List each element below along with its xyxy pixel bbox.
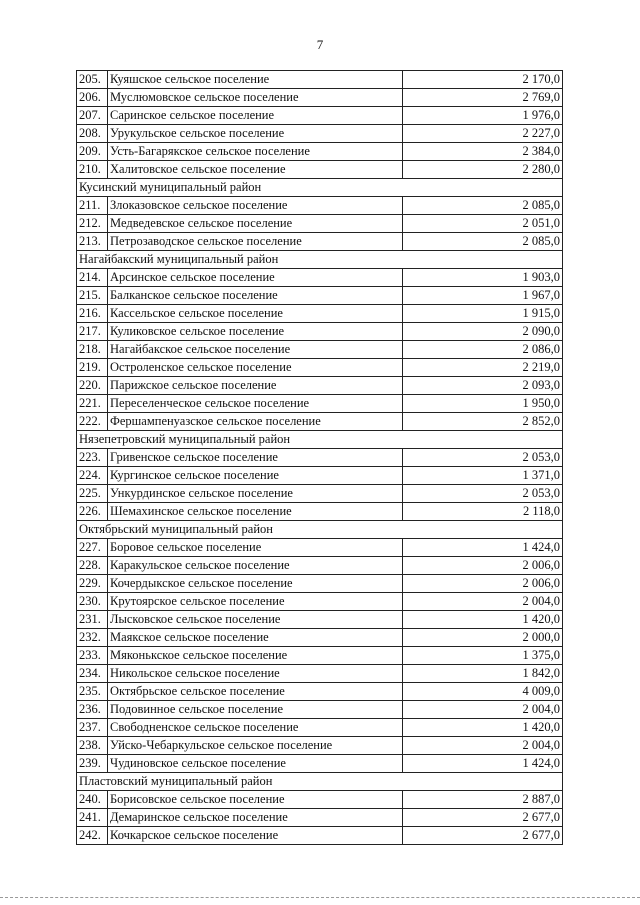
table-row	[77, 449, 563, 467]
settlement-value: 1 915,0	[403, 305, 563, 323]
row-number: 242.	[77, 827, 108, 845]
row-number: 235.	[77, 683, 108, 701]
row-number: 214.	[77, 269, 108, 287]
district-name: Кусинский муниципальный район	[77, 179, 563, 197]
row-number: 241.	[77, 809, 108, 827]
table-row	[77, 341, 563, 359]
table-row	[77, 755, 563, 773]
row-number: 217.	[77, 323, 108, 341]
settlement-name: Нагайбакское сельское поселение	[108, 341, 403, 359]
settlement-name: Кочердыкское сельское поселение	[108, 575, 403, 593]
table-row	[77, 413, 563, 431]
settlement-name: Переселенческое сельское поселение	[108, 395, 403, 413]
table-row	[77, 323, 563, 341]
settlement-name: Каракульское сельское поселение	[108, 557, 403, 575]
settlement-name: Ункурдинское сельское поселение	[108, 485, 403, 503]
district-header-row	[77, 773, 563, 791]
settlement-value: 2 051,0	[403, 215, 563, 233]
settlement-value: 2 384,0	[403, 143, 563, 161]
settlement-value: 2 006,0	[403, 557, 563, 575]
table-row	[77, 503, 563, 521]
row-number: 234.	[77, 665, 108, 683]
settlements-table	[76, 70, 563, 845]
settlement-value: 2 090,0	[403, 323, 563, 341]
settlement-name: Демаринское сельское поселение	[108, 809, 403, 827]
table-row	[77, 143, 563, 161]
settlement-name: Мяконькское сельское поселение	[108, 647, 403, 665]
row-number: 220.	[77, 377, 108, 395]
row-number: 212.	[77, 215, 108, 233]
row-number: 216.	[77, 305, 108, 323]
settlement-value: 2 677,0	[403, 809, 563, 827]
table-row	[77, 485, 563, 503]
settlement-name: Лысковское сельское поселение	[108, 611, 403, 629]
table-row	[77, 629, 563, 647]
settlement-value: 2 677,0	[403, 827, 563, 845]
row-number: 215.	[77, 287, 108, 305]
table-row	[77, 557, 563, 575]
settlement-name: Подовинное сельское поселение	[108, 701, 403, 719]
row-number: 237.	[77, 719, 108, 737]
row-number: 240.	[77, 791, 108, 809]
settlement-value: 1 903,0	[403, 269, 563, 287]
table-row	[77, 269, 563, 287]
table-row	[77, 827, 563, 845]
table-row	[77, 791, 563, 809]
settlement-name: Арсинское сельское поселение	[108, 269, 403, 287]
settlement-name: Муслюмовское сельское поселение	[108, 89, 403, 107]
settlement-value: 2 004,0	[403, 701, 563, 719]
settlement-name: Усть-Багарякское сельское поселение	[108, 143, 403, 161]
table-body	[77, 71, 563, 845]
settlement-value: 2 227,0	[403, 125, 563, 143]
settlement-value: 4 009,0	[403, 683, 563, 701]
table-row	[77, 683, 563, 701]
district-name: Пластовский муниципальный район	[77, 773, 563, 791]
table-row	[77, 305, 563, 323]
settlement-value: 1 967,0	[403, 287, 563, 305]
settlement-value: 2 118,0	[403, 503, 563, 521]
settlement-value: 1 375,0	[403, 647, 563, 665]
table-row	[77, 359, 563, 377]
settlement-name: Парижское сельское поселение	[108, 377, 403, 395]
settlement-value: 2 006,0	[403, 575, 563, 593]
settlement-name: Свободненское сельское поселение	[108, 719, 403, 737]
table-row	[77, 593, 563, 611]
settlement-name: Куяшское сельское поселение	[108, 71, 403, 89]
table-row	[77, 701, 563, 719]
district-name: Октябрьский муниципальный район	[77, 521, 563, 539]
table-row	[77, 287, 563, 305]
table-row	[77, 215, 563, 233]
settlement-value: 2 280,0	[403, 161, 563, 179]
table-row	[77, 737, 563, 755]
row-number: 228.	[77, 557, 108, 575]
row-number: 223.	[77, 449, 108, 467]
row-number: 224.	[77, 467, 108, 485]
settlement-value: 2 219,0	[403, 359, 563, 377]
settlement-value: 1 842,0	[403, 665, 563, 683]
page-edge-line	[0, 897, 640, 898]
table-row	[77, 233, 563, 251]
row-number: 226.	[77, 503, 108, 521]
row-number: 207.	[77, 107, 108, 125]
settlement-value: 1 976,0	[403, 107, 563, 125]
settlement-value: 2 004,0	[403, 737, 563, 755]
table-row	[77, 71, 563, 89]
district-name: Нязепетровский муниципальный район	[77, 431, 563, 449]
settlement-name: Халитовское сельское поселение	[108, 161, 403, 179]
settlement-name: Уйско-Чебаркульское сельское поселение	[108, 737, 403, 755]
row-number: 238.	[77, 737, 108, 755]
settlement-name: Кассельское сельское поселение	[108, 305, 403, 323]
settlement-name: Остроленское сельское поселение	[108, 359, 403, 377]
table-row	[77, 539, 563, 557]
row-number: 236.	[77, 701, 108, 719]
settlement-name: Балканское сельское поселение	[108, 287, 403, 305]
row-number: 221.	[77, 395, 108, 413]
row-number: 222.	[77, 413, 108, 431]
table-row	[77, 107, 563, 125]
settlement-name: Куликовское сельское поселение	[108, 323, 403, 341]
row-number: 218.	[77, 341, 108, 359]
district-header-row	[77, 431, 563, 449]
settlement-value: 2 000,0	[403, 629, 563, 647]
settlement-name: Никольское сельское поселение	[108, 665, 403, 683]
settlement-name: Петрозаводское сельское поселение	[108, 233, 403, 251]
table-row	[77, 575, 563, 593]
settlement-value: 2 887,0	[403, 791, 563, 809]
settlement-name: Кочкарское сельское поселение	[108, 827, 403, 845]
table-row	[77, 161, 563, 179]
row-number: 210.	[77, 161, 108, 179]
settlement-value: 2 852,0	[403, 413, 563, 431]
settlement-name: Боровое сельское поселение	[108, 539, 403, 557]
row-number: 206.	[77, 89, 108, 107]
row-number: 231.	[77, 611, 108, 629]
table-row	[77, 125, 563, 143]
settlement-value: 2 085,0	[403, 197, 563, 215]
settlement-value: 2 086,0	[403, 341, 563, 359]
district-header-row	[77, 521, 563, 539]
table-row	[77, 647, 563, 665]
settlement-name: Кургинское сельское поселение	[108, 467, 403, 485]
row-number: 208.	[77, 125, 108, 143]
district-name: Нагайбакский муниципальный район	[77, 251, 563, 269]
settlement-value: 2 170,0	[403, 71, 563, 89]
settlement-name: Злоказовское сельское поселение	[108, 197, 403, 215]
settlement-name: Чудиновское сельское поселение	[108, 755, 403, 773]
table-row	[77, 377, 563, 395]
district-header-row	[77, 179, 563, 197]
settlement-name: Урукульское сельское поселение	[108, 125, 403, 143]
table-row	[77, 395, 563, 413]
settlement-value: 2 004,0	[403, 593, 563, 611]
row-number: 233.	[77, 647, 108, 665]
row-number: 205.	[77, 71, 108, 89]
row-number: 229.	[77, 575, 108, 593]
table-row	[77, 809, 563, 827]
row-number: 219.	[77, 359, 108, 377]
row-number: 232.	[77, 629, 108, 647]
settlement-value: 1 371,0	[403, 467, 563, 485]
district-header-row	[77, 251, 563, 269]
row-number: 225.	[77, 485, 108, 503]
settlement-value: 2 093,0	[403, 377, 563, 395]
settlement-name: Гривенское сельское поселение	[108, 449, 403, 467]
page-number: 7	[316, 37, 324, 52]
settlement-value: 2 053,0	[403, 485, 563, 503]
settlement-name: Крутоярское сельское поселение	[108, 593, 403, 611]
settlement-name: Фершампенуазское сельское поселение	[108, 413, 403, 431]
settlement-value: 2 769,0	[403, 89, 563, 107]
settlement-value: 1 420,0	[403, 719, 563, 737]
row-number: 209.	[77, 143, 108, 161]
table-row	[77, 719, 563, 737]
settlement-value: 2 085,0	[403, 233, 563, 251]
row-number: 227.	[77, 539, 108, 557]
settlement-value: 1 420,0	[403, 611, 563, 629]
settlement-name: Октябрьское сельское поселение	[108, 683, 403, 701]
row-number: 239.	[77, 755, 108, 773]
settlement-name: Медведевское сельское поселение	[108, 215, 403, 233]
settlement-name: Саринское сельское поселение	[108, 107, 403, 125]
table-row	[77, 197, 563, 215]
settlement-value: 1 950,0	[403, 395, 563, 413]
table-row	[77, 665, 563, 683]
row-number: 230.	[77, 593, 108, 611]
settlement-value: 1 424,0	[403, 755, 563, 773]
row-number: 213.	[77, 233, 108, 251]
settlement-name: Шемахинское сельское поселение	[108, 503, 403, 521]
settlement-value: 2 053,0	[403, 449, 563, 467]
settlement-name: Борисовское сельское поселение	[108, 791, 403, 809]
table-row	[77, 467, 563, 485]
table-row	[77, 89, 563, 107]
settlement-name: Маякское сельское поселение	[108, 629, 403, 647]
settlement-value: 1 424,0	[403, 539, 563, 557]
row-number: 211.	[77, 197, 108, 215]
table-row	[77, 611, 563, 629]
